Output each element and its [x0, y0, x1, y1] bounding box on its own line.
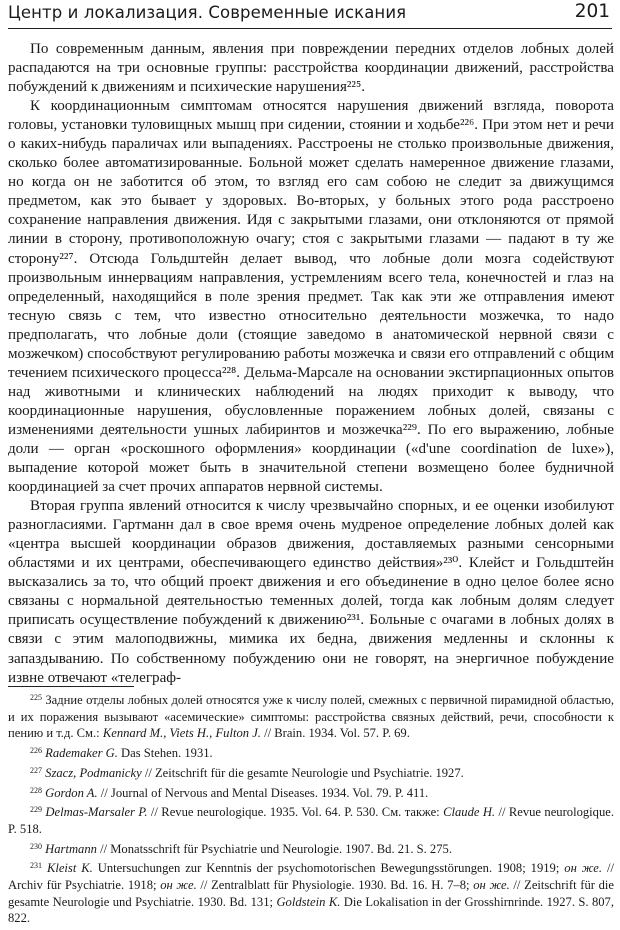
- paragraph: По современным данным, явления при повреждении передних отделов лобных долей распадаются на три основные группы: расстройства координации движений, расстройства побуждений к движениям и психические нарушения²²⁵.: [8, 41, 614, 96]
- footnote-text: Das Stehen. 1931.: [117, 745, 213, 760]
- paragraph: К координационным симптомам относятся нарушения движений взгляда, поворота головы, установки туловищных мышц при сидении, стоянии и ходьбе²²⁶. При этом нет и речи о каких-нибудь параличах или выпадениях. Расстроены не столько произвольные движения, сколько более автоматизированные. Больной может сделать намеренное движение глазами, но когда он не заботится об этом, то взгляд его сам собою не следит за движущимся предметом, как это бывает у здоровых. Во-вторых, у больных этого рода расстроено сохранение направления движения. Идя с закрытыми глазами, они отклоняются от прямой линии в сторону, противоположную очагу; стоя с закрытыми глазами — падают в ту же сторону²²⁷. Отсюда Гольдштейн делает вывод, что лобные доли мозга содействуют произвольным иннервациям направления, устремлениям всего тела, конечностей и глаз на определенный, находящийся в поле зрения предмет. Так как эти же отправления имеют тесную связь с тем, что известно относительно деятельности мозжечка, то надо предполагать, что лобные доли (стоящие заведомо в анатомической нервной связи с мозжечком) способствуют регулированию работы мозжечка и связи его отправлений с общим течением психического процесса²²⁸. Дельма-Марсале на основании экстирпационных опытов над животными и клинических наблюдений на людях приходит к выводу, что координационные нарушения, обусловленные поражением лобных долей, связаны с изменениями деятельности ушных лабиринтов и мозжечка²²⁹. По его выражению, лобные доли — орган «роскошного оформления» координации («d'une coordination de luxe»), выпадение которой может быть в значительной степени возмещено более будничной координацией за счет прочих аппаратов нервной системы.: [8, 98, 614, 496]
- footnote-text: // Journal of Nervous and Mental Diseases. 1934. Vol. 79. P. 411.: [97, 785, 429, 800]
- footnote-text: Задние отделы лобных долей относятся уже к числу полей, смежных с первичной пирамидной областью, и их поражения вызывают «асемические» симптомы: расстройства связных действий, речи, способности к пению и т.д. См.:: [8, 693, 615, 741]
- footnote-author: Delmas-Marsaler P.: [45, 805, 148, 820]
- footnote-author: он же.: [160, 878, 197, 893]
- footnote-text: // Zeitschrift für die gesamte Neurologie und Psychiatrie. 1927.: [141, 765, 464, 780]
- footnote-divider: [8, 686, 134, 687]
- footnote-author: Claude H.: [443, 805, 496, 820]
- footnote-author: Kennard M., Viets H., Fulton J.: [102, 726, 261, 741]
- footnote: [8, 745, 614, 762]
- footnote-author: Rademaker G.: [45, 745, 118, 760]
- footnote: [8, 765, 614, 782]
- running-header: [8, 0, 612, 29]
- footnote-number: 231: [30, 861, 42, 871]
- footnote: [8, 841, 614, 858]
- footnote-author: Goldstein K.: [276, 894, 341, 909]
- footnote-text: // Zentralblatt für Physiologie. 1930. Bd. 16. H. 7–8;: [196, 878, 474, 893]
- footnote: [8, 785, 614, 802]
- footnote-author: Hartmann: [45, 841, 97, 856]
- footnote-text: // Archiv für Psychiatrie. 1918;: [8, 861, 614, 893]
- footnote-text: // Zeitschrift für die gesamte Neurologie und Psychiatrie. 1930. Bd. 131;: [8, 878, 615, 909]
- footnote-author: Kleist K.: [46, 861, 93, 876]
- footnote-text: // Revue neurologique. P. 518.: [8, 805, 615, 836]
- footnote-number: 227: [30, 765, 42, 775]
- footnote: [8, 804, 614, 837]
- footnote-author: он же.: [564, 861, 603, 876]
- footnote-author: Szacz, Podmanicky: [45, 765, 142, 780]
- footnote-text: Untersuchungen zur Kenntnis der psychomotorischen Bewegungsstörungen. 1908; 1919;: [92, 861, 565, 876]
- footnotes: [8, 692, 614, 930]
- footnote-number: 228: [30, 785, 42, 795]
- footnote-number: 225: [30, 693, 42, 702]
- paragraph: Вторая группа явлений относится к числу чрезвычайно спорных, и ее оценки изобилуют разногласиями. Гартманн дал в свое время очень мудреное определение лобных долей как «центра высшей координации образов движения, доставляемых разными сенсорными областями и их центрами, обеспечивающего единство действия»²³⁰. Клейст и Гольдштейн высказались за то, что общий проект движения и его объединение в одно целое более ясно связаны с нормальной деятельностью теменных долей, тогда как лобным долям следует приписать осуществление побуждений к движению²³¹. Больные с очагами в лобных долях в связи с этим малоподвижны, мимика их бедна, движения медленны и склонны к запаздыванию. По собственному побуждению они не говорят, на энергичное побуждение извне отвечают «телеграф-: [8, 498, 614, 686]
- footnote-number: 226: [30, 745, 42, 755]
- footnote-author: он же.: [473, 878, 510, 893]
- footnote: [8, 692, 614, 742]
- page-number: 201: [574, 1, 610, 22]
- footnote-text: // Monatsschrift für Psychiatrie und Neurologie. 1907. Bd. 21. S. 275.: [96, 841, 452, 856]
- footnote-text: // Revue neurologique. 1935. Vol. 64. P. 530. См. также:: [147, 805, 444, 820]
- footnote-author: Gordon A.: [45, 785, 98, 800]
- footnote-text: // Brain. 1934. Vol. 57. P. 69.: [260, 726, 410, 741]
- body-text: [8, 40, 614, 688]
- footnote-number: 230: [30, 841, 42, 851]
- footnote-text: Die Lokalisation in der Grosshirnrinde. 1927. S. 807, 822.: [8, 894, 615, 926]
- footnote-number: 229: [30, 805, 42, 815]
- running-title: Центр и локализация. Современные искания: [8, 3, 407, 22]
